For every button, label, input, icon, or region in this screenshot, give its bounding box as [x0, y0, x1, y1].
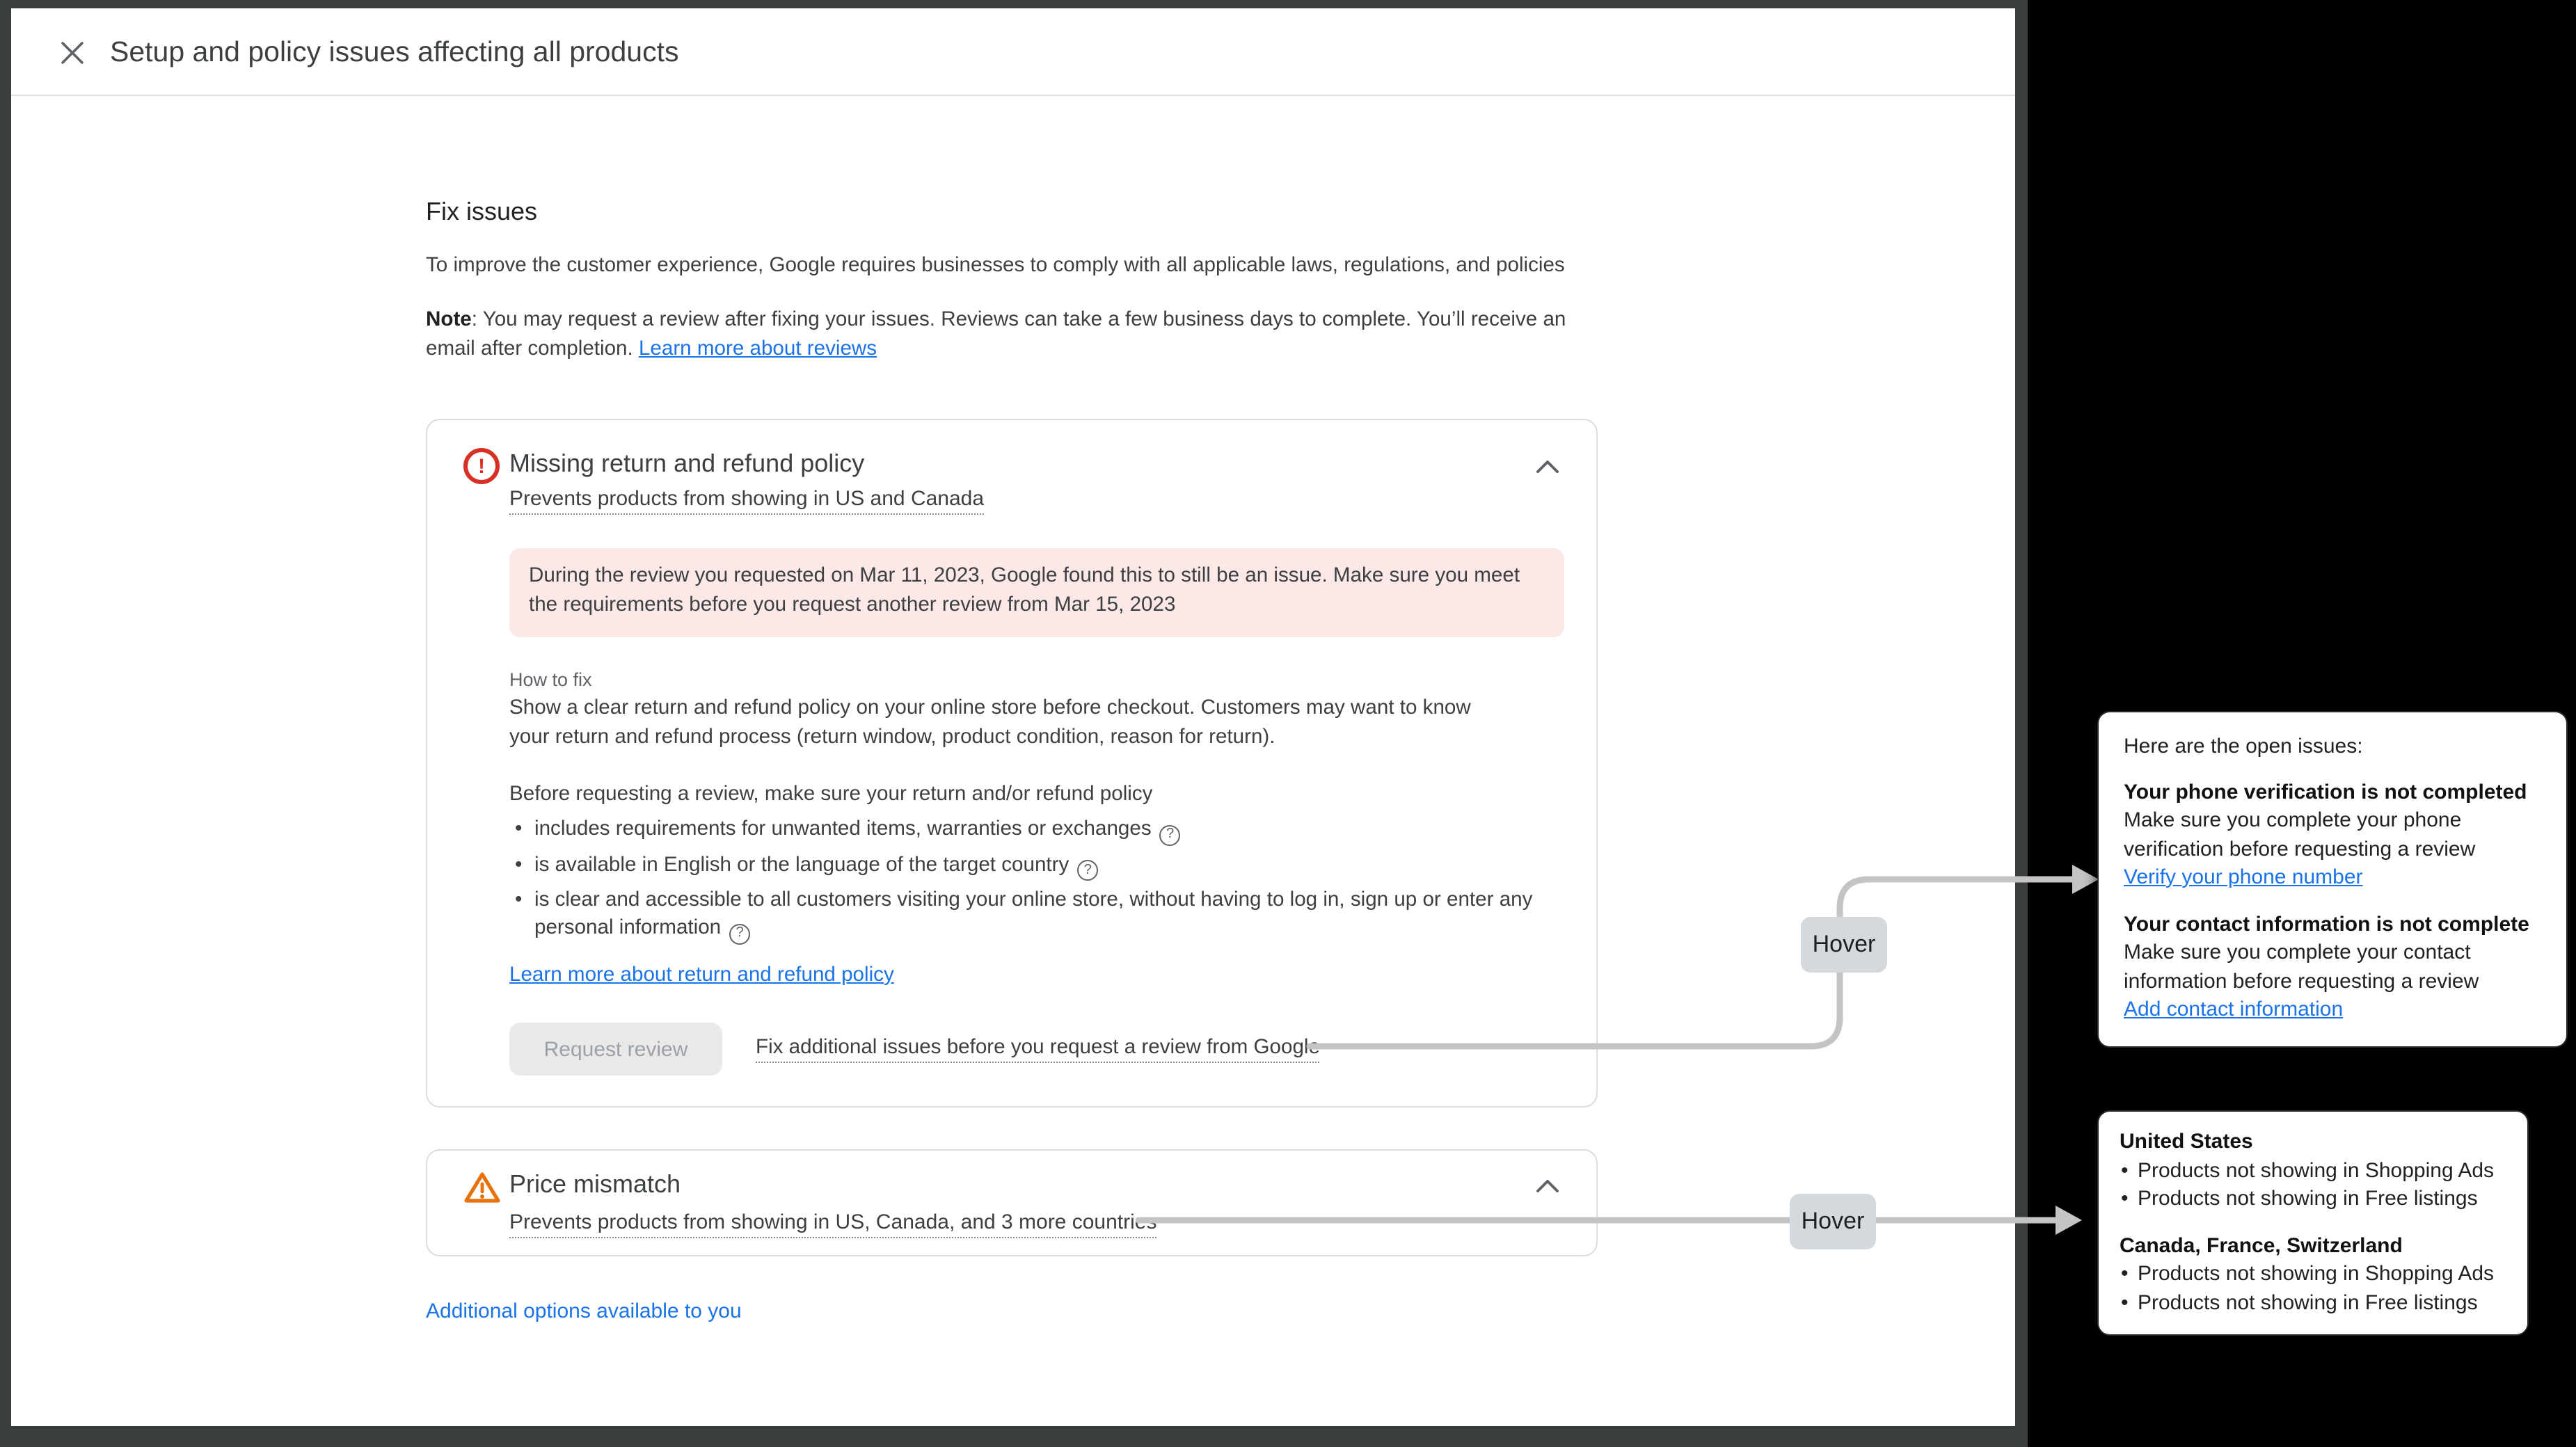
- checklist-item: [514, 815, 1582, 845]
- how-to-fix-body: Show a clear return and refund policy on your online store before checkout. Customers may want to know your return and refund process (return window, product condition, reason for return).: [509, 697, 1471, 749]
- issue-subtitle[interactable]: Prevents products from showing in US and Canada: [509, 487, 984, 515]
- dialog-header: [11, 8, 2015, 96]
- issue-card-price-mismatch: [426, 1149, 1598, 1256]
- note-paragraph: [426, 306, 1606, 365]
- help-icon[interactable]: [729, 923, 750, 944]
- close-button[interactable]: [49, 8, 96, 96]
- help-icon[interactable]: [1077, 860, 1098, 881]
- additional-options-link[interactable]: Additional options available to you: [426, 1300, 742, 1323]
- collapse-card-button[interactable]: [1536, 1176, 1559, 1197]
- request-review-hint[interactable]: Fix additional issues before you request a review from Google: [756, 1037, 1320, 1063]
- help-icon[interactable]: [1160, 824, 1181, 845]
- open-issue-item: [2124, 778, 2541, 893]
- checklist-item-text: is clear and accessible to all customers visiting your online store, without having to log in, sign up or enter any personal information: [534, 889, 1533, 939]
- country-group-bullet: • Products not showing in Shopping Ads: [2120, 1261, 2506, 1289]
- hover-label-1: Hover: [1801, 917, 1887, 973]
- issue-title: Missing return and refund policy: [509, 449, 865, 477]
- fix-issues-heading: Fix issues: [426, 198, 538, 225]
- open-issue-item: [2124, 911, 2541, 1025]
- note-text: : You may request a review after fixing your issues. Reviews can take a few business days to complete. You’ll receive an email after completion.: [426, 309, 1566, 360]
- country-group-bullet: • Products not showing in Free listings: [2120, 1185, 2506, 1214]
- issue-card-missing-return-policy: [426, 419, 1598, 1108]
- checklist: [514, 815, 1582, 950]
- country-group-title: Canada, France, Switzerland: [2120, 1233, 2403, 1257]
- checklist-item: [514, 886, 1582, 944]
- connector-arrow-1: [2072, 865, 2099, 894]
- collapse-card-button[interactable]: [1536, 456, 1559, 477]
- issue-subtitle[interactable]: Prevents products from showing in US, Canada, and 3 more countries: [509, 1210, 1156, 1238]
- issues-dialog: [11, 8, 2015, 1426]
- open-issue-body: Make sure you complete your phone verification before requesting a review: [2124, 808, 2476, 861]
- tooltip-intro: Here are the open issues:: [2124, 735, 2363, 758]
- verify-phone-link[interactable]: Verify your phone number: [2124, 865, 2363, 889]
- tooltip-open-issues: [2099, 712, 2566, 1046]
- open-issue-body: Make sure you complete your contact information before requesting a review: [2124, 941, 2479, 993]
- checklist-item-text: is available in English or the language of the target country: [534, 854, 1070, 876]
- checklist-item: [514, 851, 1582, 881]
- learn-more-return-policy-link[interactable]: Learn more about return and refund policy: [509, 964, 894, 986]
- chevron-up-icon: [1536, 1180, 1559, 1192]
- issue-title: Price mismatch: [509, 1170, 681, 1198]
- note-label: Note: [426, 309, 472, 331]
- open-issue-title: Your contact information is not complete: [2124, 912, 2529, 936]
- country-group: [2120, 1128, 2506, 1214]
- country-group: [2120, 1232, 2506, 1318]
- country-group-bullet: • Products not showing in Free listings: [2120, 1289, 2506, 1318]
- close-icon: [60, 40, 85, 65]
- open-issue-title: Your phone verification is not completed: [2124, 780, 2527, 804]
- how-to-fix-label: How to fix: [509, 669, 592, 690]
- warning-icon: [463, 1170, 501, 1205]
- tooltip-country-details: [2099, 1112, 2527, 1334]
- review-failed-notice-text: During the review you requested on Mar 11, 2023, Google found this to still be an issue. Make sure you meet the requirements before you request another review from Mar 15, 2023: [529, 565, 1520, 616]
- add-contact-link[interactable]: Add contact information: [2124, 998, 2344, 1021]
- learn-more-reviews-link[interactable]: Learn more about reviews: [638, 338, 877, 360]
- hover-label-2: Hover: [1790, 1194, 1876, 1249]
- connector-arrow-2: [2056, 1206, 2082, 1235]
- chevron-up-icon: [1536, 461, 1559, 473]
- intro-paragraph: To improve the customer experience, Google requires businesses to comply with all applicable laws, regulations, and policies: [426, 255, 1565, 277]
- checklist-item-text: includes requirements for unwanted items, warranties or exchanges: [534, 818, 1152, 840]
- request-review-button[interactable]: Request review: [509, 1023, 722, 1076]
- checklist-intro: Before requesting a review, make sure your return and/or refund policy: [509, 783, 1153, 806]
- country-group-bullet: • Products not showing in Shopping Ads: [2120, 1157, 2506, 1185]
- error-icon: [463, 448, 500, 484]
- dialog-title: Setup and policy issues affecting all products: [110, 35, 679, 67]
- country-group-title: United States: [2120, 1130, 2253, 1153]
- review-failed-notice: [509, 548, 1564, 637]
